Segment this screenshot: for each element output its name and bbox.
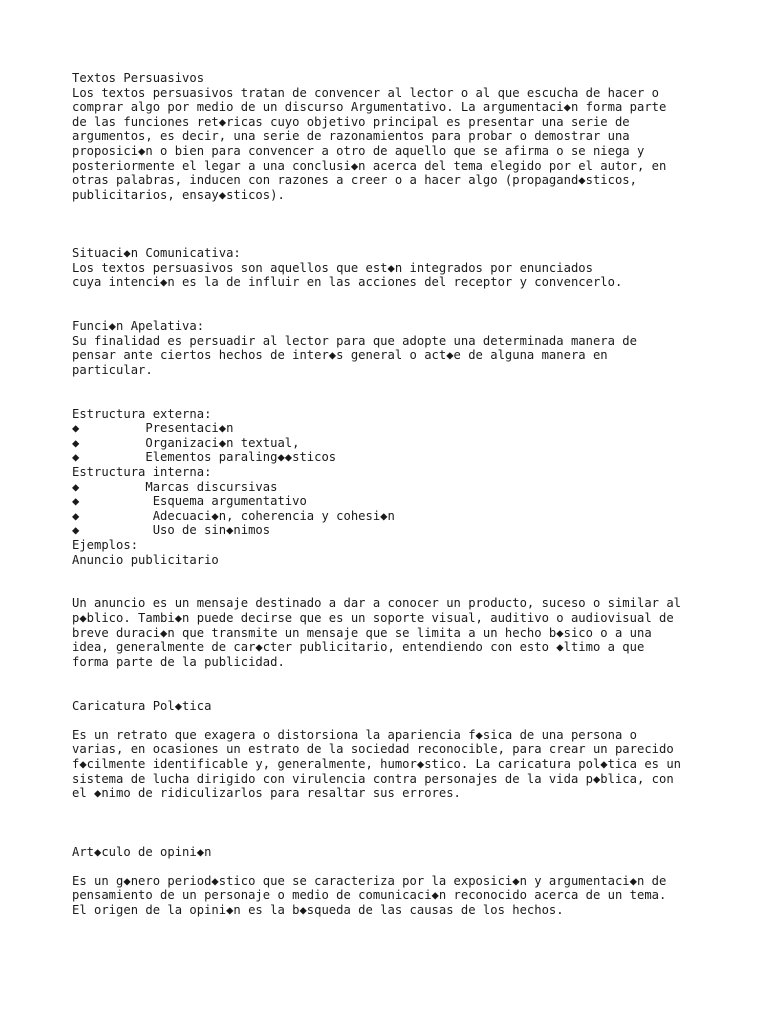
text-line: Situaci◆n Comunicativa: xyxy=(72,246,241,261)
text-line: Funci◆n Apelativa: xyxy=(72,319,205,334)
text-line: ◆ Esquema argumentativo xyxy=(72,494,307,509)
text-line: ◆ Uso de sin◆nimos xyxy=(72,523,271,538)
text-line: Caricatura Pol◆tica xyxy=(72,698,212,713)
text-line: posteriormente el legar a una conclusi◆n acerca del tema elegido por el autor, en xyxy=(72,158,667,173)
text-line: Art◆culo de opini◆n xyxy=(72,844,212,859)
section-anuncio xyxy=(72,596,732,669)
section-articulo xyxy=(72,874,732,918)
text-line: Los textos persuasivos tratan de convencer al lector o al que escucha de hacer o xyxy=(72,85,659,100)
text-line: Su finalidad es persuadir al lector para que adopte una determinada manera de xyxy=(72,333,637,348)
text-line: Es un g◆nero period◆stico que se caracteriza por la exposici◆n y argumentaci◆n de xyxy=(72,873,667,888)
paragraph-spacer xyxy=(72,567,732,596)
text-line: ◆ Organizaci◆n textual, xyxy=(72,435,300,450)
text-line: idea, generalmente de car◆cter publicitario, entendiendo con esto ◆ltimo a que xyxy=(72,640,645,655)
text-line: comprar algo por medio de un discurso Argumentativo. La argumentaci◆n forma parte xyxy=(72,100,667,115)
paragraph-spacer xyxy=(72,859,732,874)
paragraph-spacer xyxy=(72,669,732,698)
text-line: argumentos, es decir, una serie de razonamientos para probar o demostrar una xyxy=(72,129,630,144)
paragraph-spacer xyxy=(72,290,732,319)
text-line: proposici◆n o bien para convencer a otro de aquello que se afirma o se niega y xyxy=(72,143,645,158)
section-estructura xyxy=(72,407,732,568)
text-line: El origen de la opini◆n es la b◆squeda de las causas de los hechos. xyxy=(72,902,564,917)
document-page xyxy=(72,71,732,917)
section-caricatura-title xyxy=(72,699,732,714)
section-textos-persuasivos xyxy=(72,71,732,202)
text-line: Un anuncio es un mensaje destinado a dar a conocer un producto, suceso o similar al xyxy=(72,596,682,611)
text-line: varias, en ocasiones un estrato de la sociedad reconocible, para crear un parecido xyxy=(72,742,674,757)
paragraph-spacer xyxy=(72,801,732,845)
text-line: Ejemplos: xyxy=(72,538,139,553)
text-line: pensamiento de un personaje o medio de comunicaci◆n reconocido acerca de un tema. xyxy=(72,888,667,903)
text-line: breve duraci◆n que transmite un mensaje que se limita a un hecho b◆sico o a una xyxy=(72,625,652,640)
text-line: p◆blico. Tambi◆n puede decirse que es un soporte visual, auditivo o audiovisual de xyxy=(72,610,674,625)
text-line: Los textos persuasivos son aquellos que est◆n integrados por enunciados xyxy=(72,260,593,275)
text-line: el ◆nimo de ridiculizarlos para resaltar sus errores. xyxy=(72,786,461,801)
text-line: ◆ Marcas discursivas xyxy=(72,479,278,494)
section-situacion-comunicativa xyxy=(72,246,732,290)
text-line: otras palabras, inducen con razones a creer o a hacer algo (propagand◆sticos, xyxy=(72,173,637,188)
section-articulo-title xyxy=(72,845,732,860)
paragraph-spacer xyxy=(72,377,732,406)
text-line: Estructura externa: xyxy=(72,406,212,421)
text-line: Estructura interna: xyxy=(72,465,212,480)
text-line: forma parte de la publicidad. xyxy=(72,654,285,669)
text-line: ◆ Presentaci◆n xyxy=(72,421,234,436)
text-line: de las funciones ret◆ricas cuyo objetivo principal es presentar una serie de xyxy=(72,114,630,129)
paragraph-spacer xyxy=(72,202,732,246)
text-line: sistema de lucha dirigido con virulencia contra personajes de la vida p◆blica, con xyxy=(72,771,674,786)
paragraph-spacer xyxy=(72,713,732,728)
section-funcion-apelativa xyxy=(72,319,732,377)
text-line: publicitarios, ensay◆sticos). xyxy=(72,187,285,202)
section-caricatura xyxy=(72,728,732,801)
text-line: Anuncio publicitario xyxy=(72,552,219,567)
text-line: Es un retrato que exagera o distorsiona la apariencia f◆sica de una persona o xyxy=(72,727,637,742)
text-line: f◆cilmente identificable y, generalmente, humor◆stico. La caricatura pol◆tica es un xyxy=(72,756,682,771)
text-line: cuya intenci◆n es la de influir en las acciones del receptor y convencerlo. xyxy=(72,275,623,290)
text-line: particular. xyxy=(72,362,153,377)
text-line: ◆ Elementos paraling◆◆sticos xyxy=(72,450,337,465)
text-line: Textos Persuasivos xyxy=(72,71,205,85)
text-line: ◆ Adecuaci◆n, coherencia y cohesi◆n xyxy=(72,508,395,523)
text-line: pensar ante ciertos hechos de inter◆s general o act◆e de alguna manera en xyxy=(72,348,608,363)
